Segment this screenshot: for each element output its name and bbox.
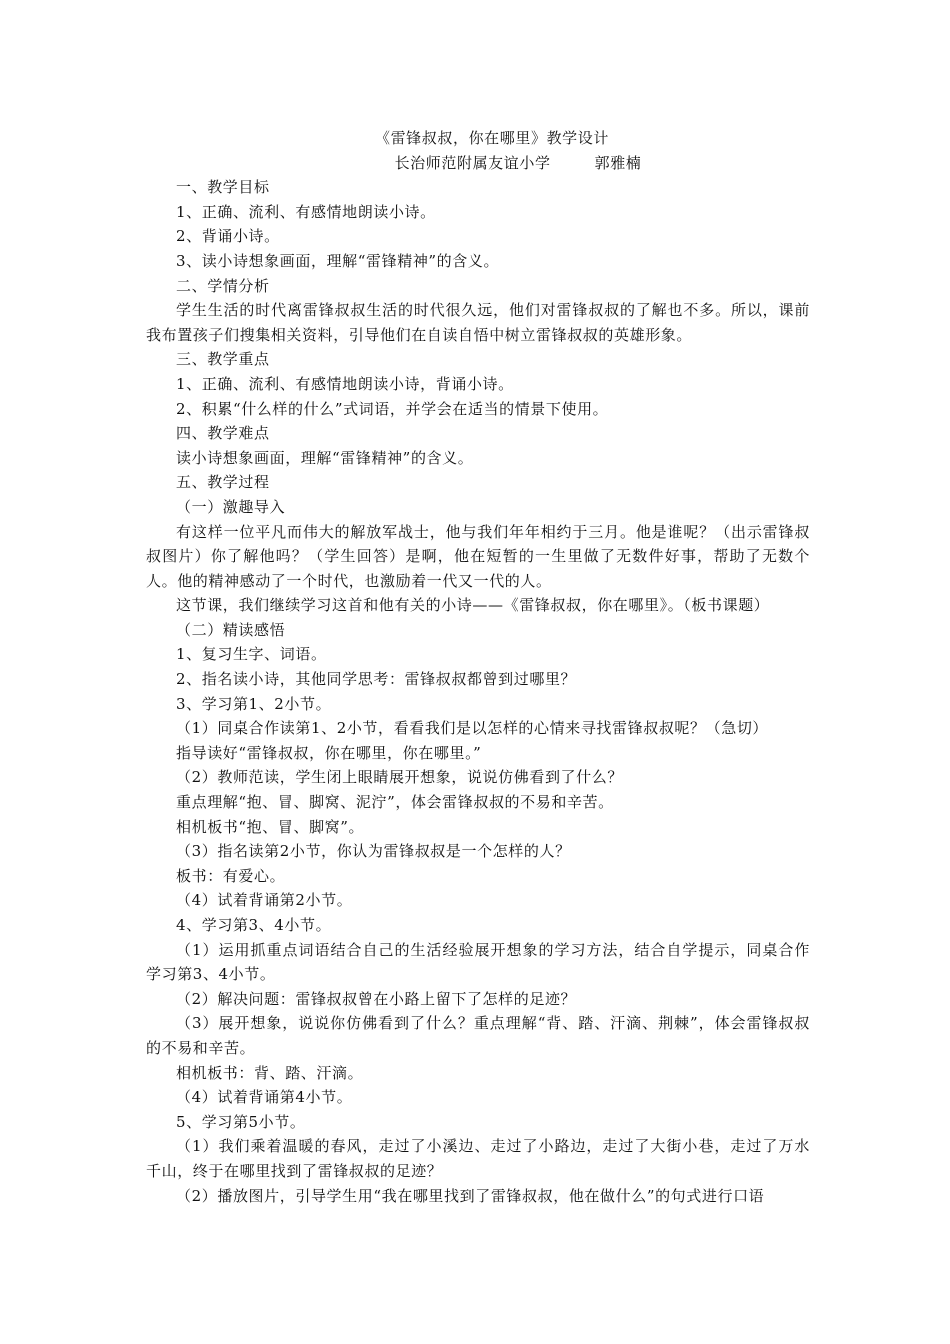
body-paragraph: 有这样一位平凡而伟大的解放军战士，他与我们年年相约于三月。他是谁呢？（出示雷锋叔叔图片）你了解他吗？（学生回答）是啊，他在短暂的一生里做了无数件好事，帮助了无数个人。他的精神感动了一个时代，也激励着一代又一代的人。: [146, 522, 810, 590]
list-item: （3）展开想象，说说你仿佛看到了什么？重点理解“背、踏、汗滴、荆棘”，体会雷锋叔叔的不易和辛苦。: [146, 1014, 810, 1057]
list-item: 1、正确、流利、有感情地朗读小诗，背诵小诗。: [176, 374, 514, 393]
list-item: （3）指名读第2小节，你认为雷锋叔叔是一个怎样的人？: [176, 842, 571, 861]
section-heading: 五、教学过程: [176, 473, 270, 492]
section-heading: 一、教学目标: [176, 178, 270, 197]
list-item: 3、学习第1、2小节。: [176, 694, 332, 713]
list-item: 5、学习第5小节。: [176, 1112, 306, 1131]
list-item: 2、积累“什么样的什么”式词语，并学会在适当的情景下使用。: [176, 399, 609, 418]
list-item: 1、正确、流利、有感情地朗读小诗。: [176, 202, 436, 221]
body-paragraph: 重点理解“抱、冒、脚窝、泥泞”，体会雷锋叔叔的不易和辛苦。: [176, 793, 614, 812]
list-item: 3、读小诗想象画面，理解“雷锋精神”的含义。: [176, 251, 500, 270]
list-item: （4）试着背诵第4小节。: [176, 1088, 353, 1107]
list-item: 2、背诵小诗。: [176, 227, 280, 246]
list-item: 2、指名读小诗，其他同学思考：雷锋叔叔都曾到过哪里？: [176, 670, 577, 689]
document-title: 《雷锋叔叔，你在哪里》教学设计: [374, 129, 609, 147]
body-paragraph: 相机板书：背、踏、汗滴。: [176, 1063, 364, 1082]
list-item: （4）试着背诵第2小节。: [176, 891, 353, 910]
document-body: [146, 126, 810, 1208]
body-paragraph: 学生生活的时代离雷锋叔叔生活的时代很久远，他们对雷锋叔叔的了解也不多。所以，课前我布置孩子们搜集相关资料，引导他们在自读自悟中树立雷锋叔叔的英雄形象。: [146, 301, 810, 344]
list-item: （2）解决问题：雷锋叔叔曾在小路上留下了怎样的足迹？: [176, 989, 577, 1008]
list-item: （1）同桌合作读第1、2小节，看看我们是以怎样的心情来寻找雷锋叔叔呢？（急切）: [176, 719, 769, 738]
list-item: 4、学习第3、4小节。: [176, 916, 332, 934]
school-name: 长治师范附属友谊小学: [394, 153, 551, 172]
list-item: 1、复习生字、词语。: [176, 645, 327, 664]
list-item: （1）我们乘着温暖的春风，走过了小溪边、走过了小路边，走过了大街小巷，走过了万水千山，终于在哪里找到了雷锋叔叔的足迹？: [146, 1137, 810, 1180]
subsection-heading: （一）激趣导入: [176, 497, 286, 516]
body-paragraph: 板书：有爱心。: [176, 866, 286, 885]
section-heading: 三、教学重点: [176, 350, 270, 369]
body-paragraph: 读小诗想象画面，理解“雷锋精神”的含义。: [176, 448, 474, 467]
list-item: （2）播放图片，引导学生用“我在哪里找到了雷锋叔叔，他在做什么”的句式进行口语: [176, 1186, 765, 1205]
section-heading: 四、教学难点: [176, 424, 270, 443]
subsection-heading: （二）精读感悟: [176, 620, 286, 639]
author-name: 郭雅楠: [594, 153, 642, 172]
list-item: （1）运用抓重点词语结合自己的生活经验展开想象的学习方法，结合自学提示，同桌合作学习第3、4小节。: [146, 940, 810, 984]
list-item: （2）教师范读，学生闭上眼睛展开想象，说说仿佛看到了什么？: [176, 768, 623, 787]
body-paragraph: 指导读好“雷锋叔叔，你在哪里，你在哪里。”: [176, 743, 482, 762]
body-paragraph: 相机板书“抱、冒、脚窝”。: [176, 817, 365, 836]
document-byline: [146, 151, 810, 176]
section-heading: 二、学情分析: [176, 276, 270, 295]
body-paragraph: 这节课，我们继续学习这首和他有关的小诗——《雷锋叔叔，你在哪里》。（板书课题）: [176, 596, 770, 615]
